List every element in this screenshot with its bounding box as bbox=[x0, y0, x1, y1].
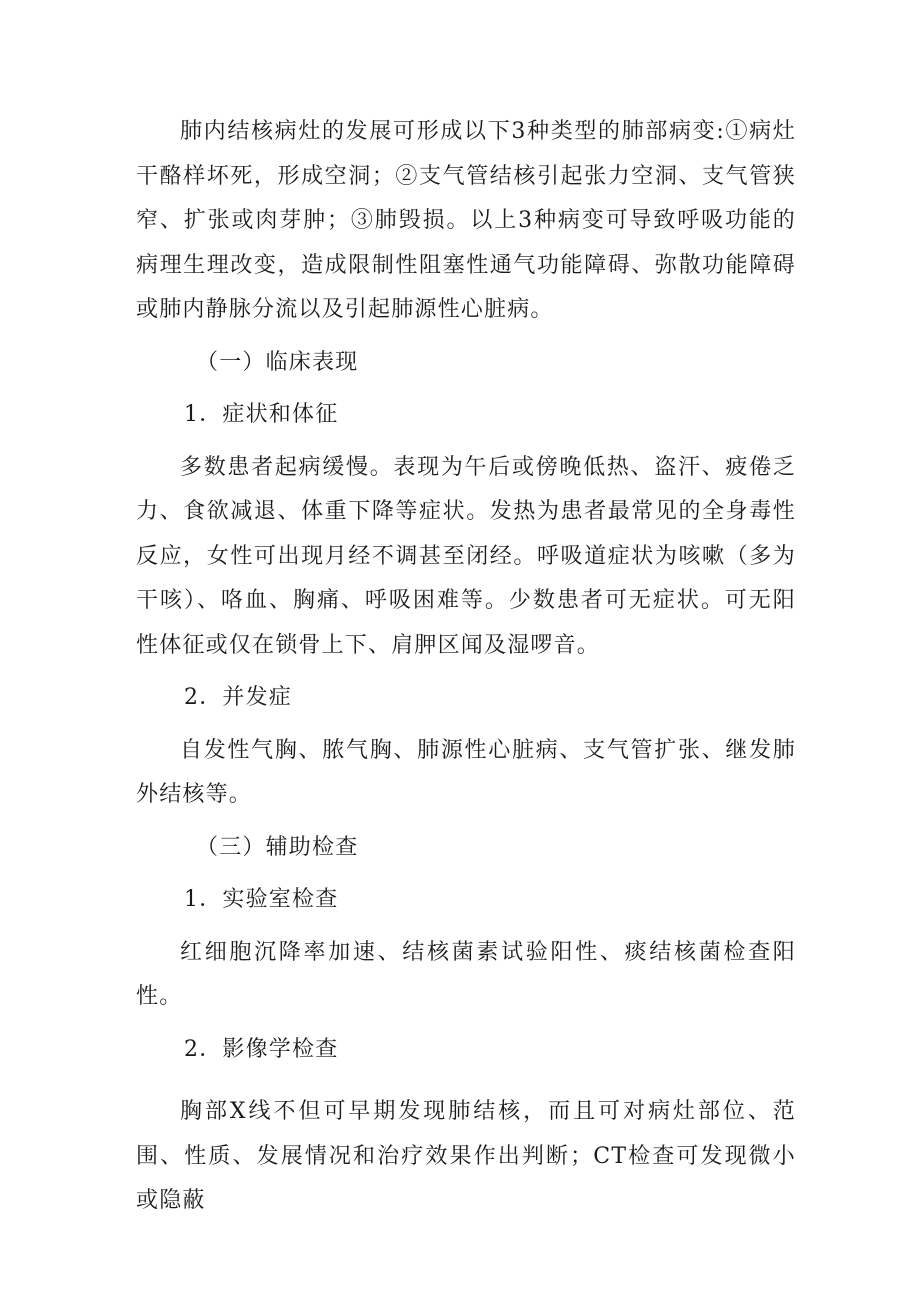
document-page bbox=[136, 110, 796, 1224]
subheading-symptoms: 1．症状和体征 bbox=[184, 402, 339, 427]
intro-paragraph: 肺内结核病灶的发展可形成以下3种类型的肺部病变:①病灶干酪样坏死，形成空洞；②支气管结核引起张力空洞、支气管狭窄、扩张或肉芽肿；③肺毁损。以上3种病变可导致呼吸功能的病理生理改变，造成限制性阻塞性通气功能障碍、弥散功能障碍或肺内静脉分流以及引起肺源性心脏病。 bbox=[136, 119, 796, 322]
subheading-lab: 1．实验室检查 bbox=[184, 887, 339, 912]
imaging-paragraph: 胸部X线不但可早期发现肺结核，而且可对病灶部位、范围、性质、发展情况和治疗效果作出判断；CT检查可发现微小或隐蔽 bbox=[136, 1099, 796, 1213]
section-heading-exams: （三）辅助检查 bbox=[196, 834, 359, 860]
complications-paragraph: 自发性气胸、脓气胸、肺源性心脏病、支气管扩张、继发肺外结核等。 bbox=[136, 737, 796, 807]
section-heading-clinical: （一）临床表现 bbox=[196, 349, 359, 375]
lab-paragraph: 红细胞沉降率加速、结核菌素试验阳性、痰结核菌检查阳性。 bbox=[136, 939, 796, 1009]
subheading-imaging: 2．影像学检查 bbox=[184, 1036, 339, 1062]
symptoms-paragraph: 多数患者起病缓慢。表现为午后或傍晚低热、盗汗、疲倦乏力、食欲减退、体重下降等症状。发热为患者最常见的全身毒性反应，女性可出现月经不调甚至闭经。呼吸道症状为咳嗽（多为干咳）、咯血、胸痛、呼吸困难等。少数患者可无症状。可无阳性体征或仅在锁骨上下、肩胛区闻及湿啰音。 bbox=[136, 454, 796, 658]
spacer bbox=[136, 1080, 796, 1090]
subheading-complications: 2．并发症 bbox=[184, 685, 292, 710]
